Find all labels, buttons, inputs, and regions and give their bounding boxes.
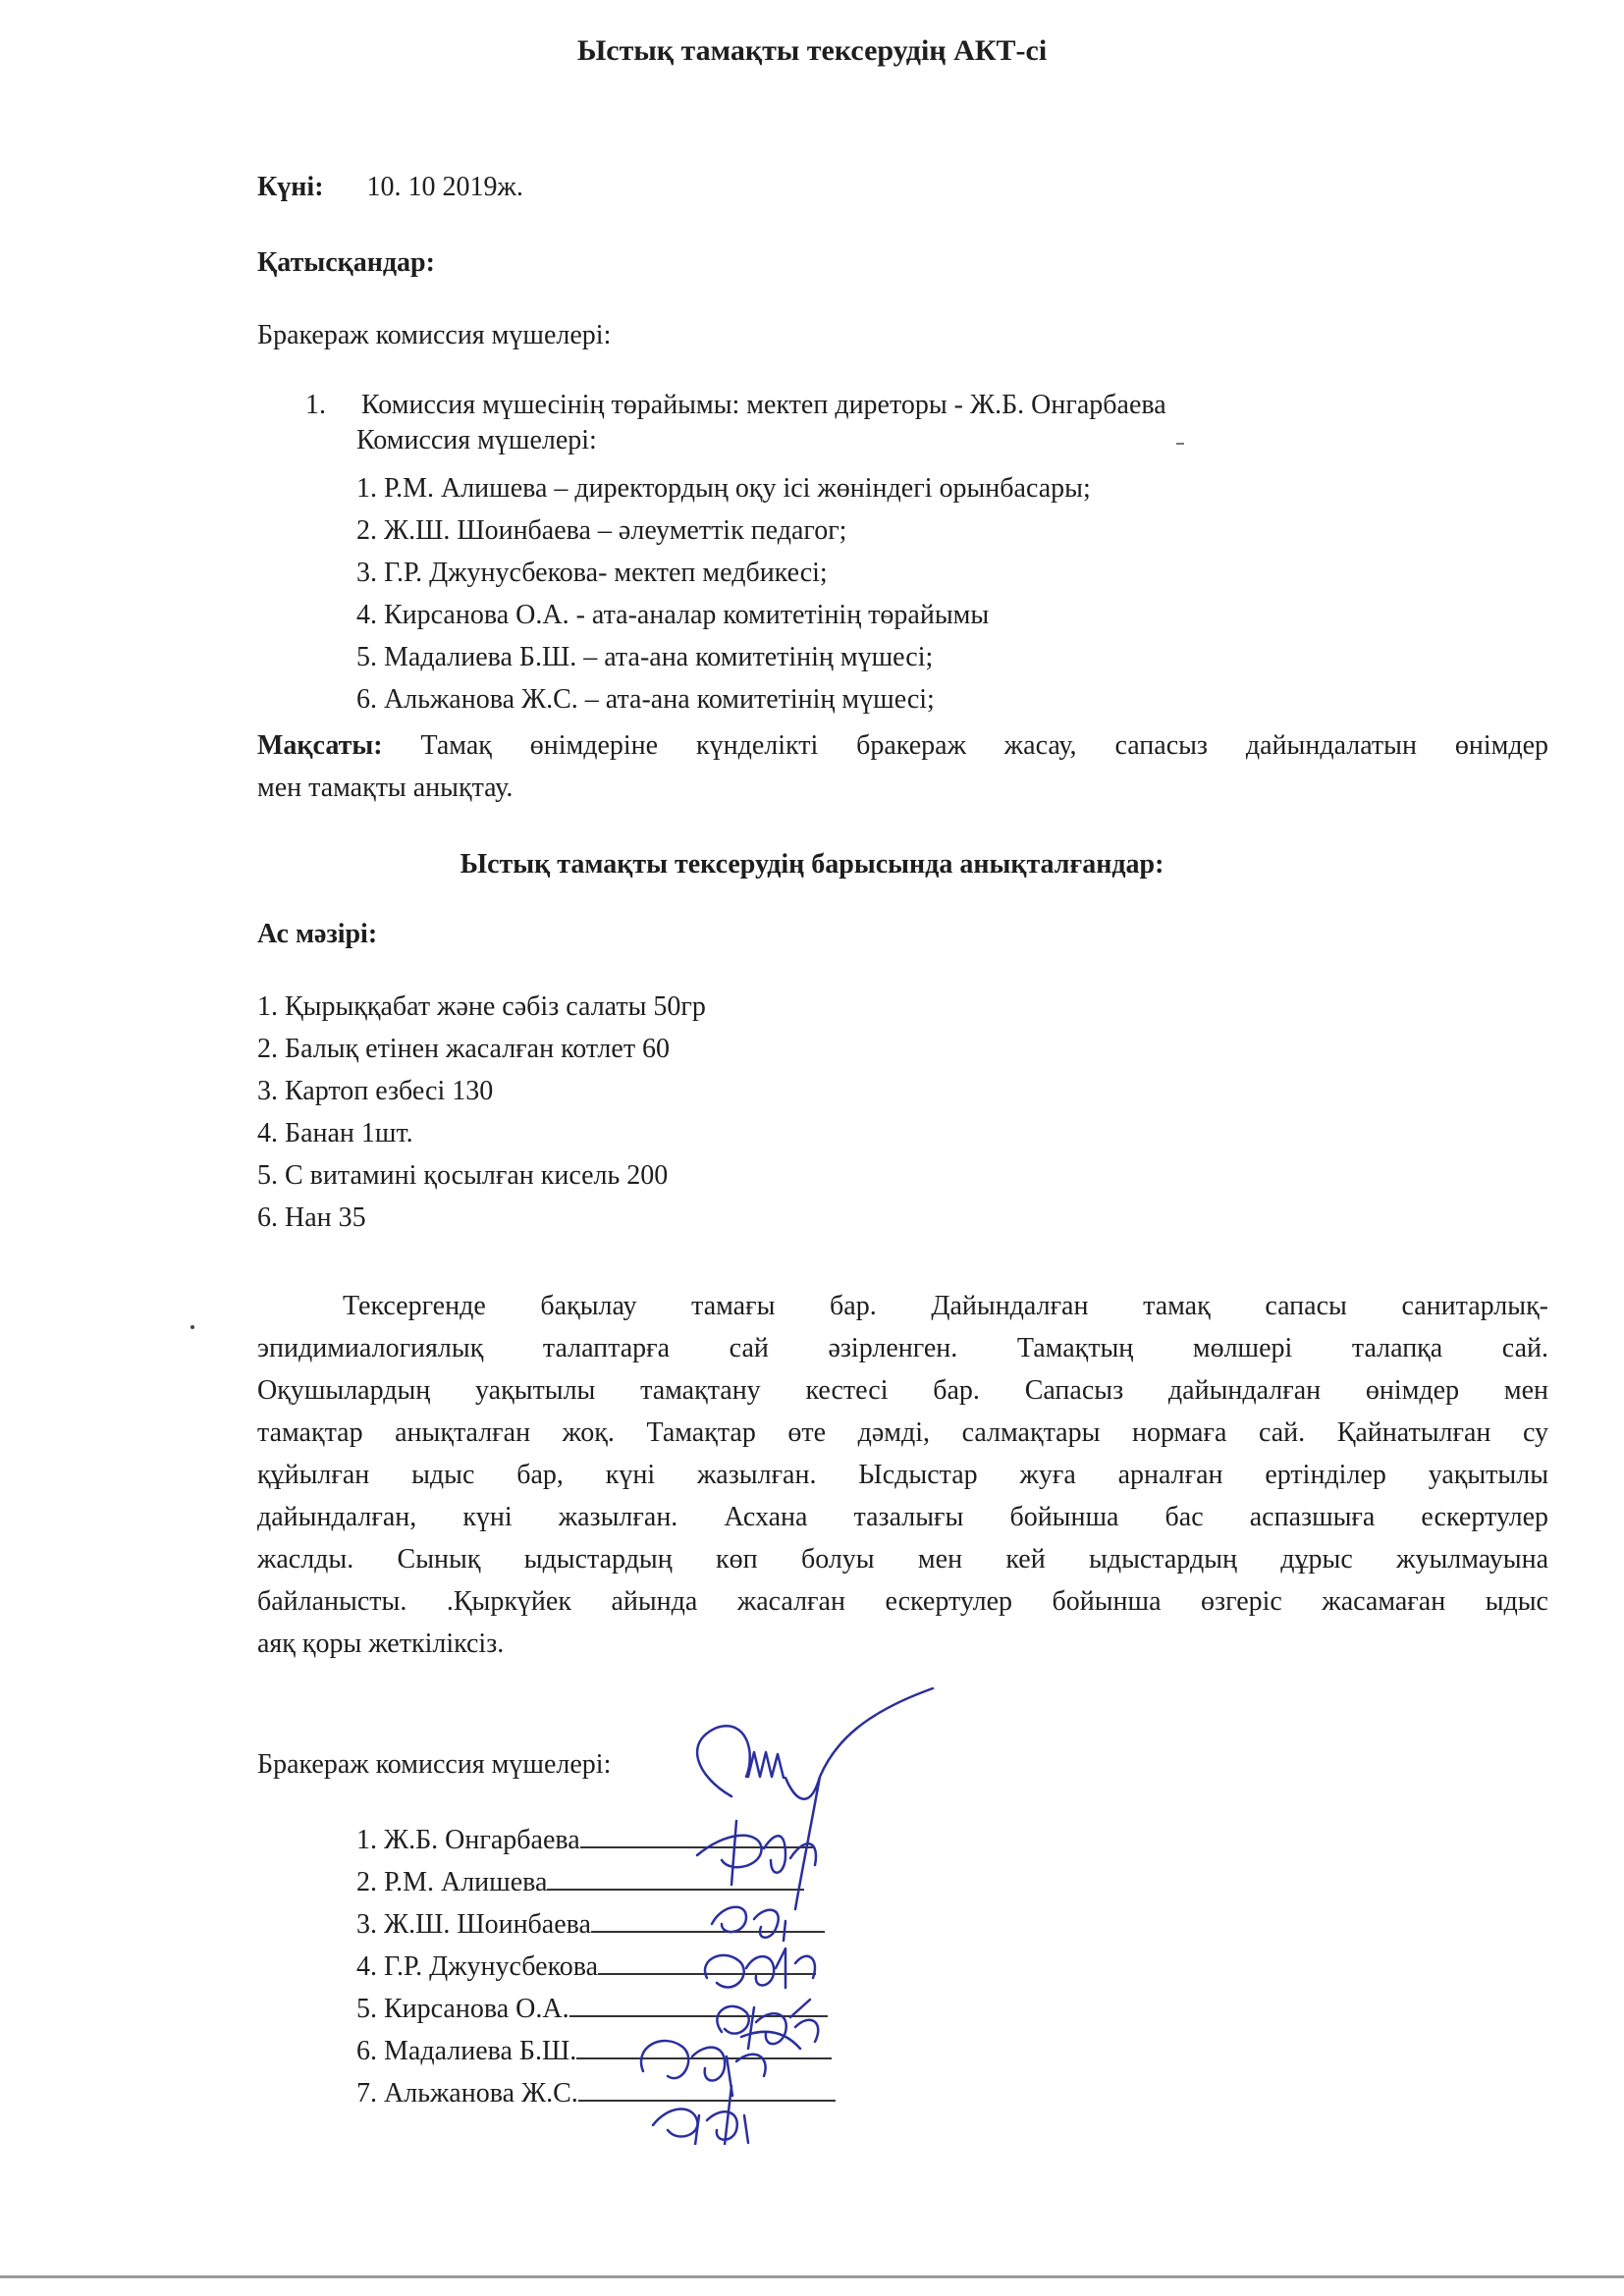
findings-paragraph	[257, 1285, 1548, 1665]
members-label: Комиссия мүшелері:	[356, 425, 597, 455]
signatory-name: 7. Альжанова Ж.С.	[356, 2078, 578, 2109]
commission-label: Бракераж комиссия мүшелері:	[257, 320, 612, 350]
signature-6	[641, 2032, 800, 2096]
paragraph-line: жаслды. Сынық ыдыстардың көп болуы мен кей ыдыстардың дұрыс жуылмауына	[257, 1544, 1548, 1575]
signatory-name: 1. Ж.Б. Онгарбаева	[356, 1825, 580, 1855]
menu-list	[257, 986, 706, 1239]
participants-label: Қатысқандар:	[257, 247, 435, 278]
signatory-name: 5. Кирсанова О.А.	[356, 1994, 569, 2024]
menu-item: 5. С витамині қосылған кисель 200	[257, 1160, 669, 1191]
signature-2	[697, 1821, 816, 1885]
date-row	[257, 166, 523, 208]
signature-7	[653, 2086, 748, 2145]
signatory-name: 2. Р.М. Алишева	[356, 1867, 548, 1897]
paragraph-line: эпидимиалогиялық талаптарға сай әзірленген. Тамақтың мөлшері талапқа сай.	[257, 1333, 1548, 1363]
signature-5	[717, 2000, 818, 2049]
handwritten-signatures	[638, 1683, 1011, 2145]
signatory-name: 6. Мадалиева Б.Ш.	[356, 2036, 577, 2066]
member-item: 2. Ж.Ш. Шоинбаева – әлеуметтік педагог;	[356, 515, 847, 546]
purpose-block	[257, 724, 1548, 809]
paragraph-line: Оқушылардың уақытылы тамақтану кестесі бар. Сапасыз дайындалған өнімдер мен	[257, 1375, 1548, 1406]
scan-speck	[190, 1325, 194, 1329]
menu-label: Ас мәзірі:	[257, 919, 378, 949]
member-item: 6. Альжанова Ж.С. – ата-ана комитетінің мүшесі;	[356, 684, 935, 715]
signature-4	[705, 1949, 815, 1988]
signature-section-label: Бракераж комиссия мүшелері:	[257, 1749, 612, 1780]
chair-text: Комиссия мүшесінің төрайымы: мектеп диреторы - Ж.Б. Онгарбаева	[361, 390, 1166, 420]
members-list	[356, 467, 1091, 721]
document-title: Ыстық тамақты тексерудің АКТ-сі	[576, 34, 1048, 67]
date-label: Күні:	[257, 172, 324, 202]
member-item: 1. Р.М. Алишева – директордың оқу ісі жөніндегі орынбасары;	[356, 473, 1091, 504]
signatory-name: 3. Ж.Ш. Шоинбаева	[356, 1909, 591, 1940]
chair-number: 1.	[305, 390, 326, 420]
menu-item: 4. Банан 1шт.	[257, 1118, 413, 1148]
menu-item: 2. Балық етінен жасалған котлет 60	[257, 1034, 671, 1064]
menu-item: 3. Картоп езбесі 130	[257, 1076, 494, 1106]
menu-item: 6. Нан 35	[257, 1202, 366, 1233]
findings-heading: Ыстық тамақты тексерудің барысында анықталғандар:	[460, 849, 1164, 880]
paragraph-line: тамақтар анықталған жоқ. Тамақтар өте дәмді, салмақтары нормаға сай. Қайнатылған су	[257, 1417, 1548, 1448]
menu-item: 1. Қырыққабат және сәбіз салаты 50гр	[257, 991, 706, 1022]
signature-3	[712, 1907, 785, 1941]
member-item: 5. Мадалиева Б.Ш. – ата-ана комитетінің мүшесі;	[356, 642, 934, 672]
paragraph-line: Тексергенде бақылау тамағы бар. Дайындалған тамақ сапасы санитарлық-	[343, 1291, 1548, 1321]
paragraph-line: дайындалған, күні жазылған. Асхана тазалығы бойынша бас аспазшыға ескертулер	[257, 1502, 1548, 1532]
paragraph-line: байланысты. .Қыркүйек айында жасалған ескертулер бойынша өзгеріс жасамаған ыдыс	[257, 1586, 1548, 1617]
purpose-text-1: Тамақ өнімдеріне күнделікті бракераж жасау, сапасыз дайындалатын өнімдер	[420, 730, 1549, 761]
date-value: 10. 10 2019ж.	[366, 172, 523, 202]
member-item: 4. Кирсанова О.А. - ата-аналар комитетінің төрайымы	[356, 600, 990, 630]
scan-bottom-edge	[0, 2275, 1624, 2278]
paragraph-line: аяқ қоры жеткіліксіз.	[257, 1629, 505, 1659]
purpose-line-2: мен тамақты анықтау.	[257, 773, 514, 803]
paragraph-line: құйылған ыдыс бар, күні жазылған. Ысдыстар жуға арналған ертінділер уақытылы	[257, 1460, 1548, 1490]
scan-mark	[1176, 443, 1184, 445]
purpose-line-1	[257, 724, 1548, 767]
purpose-label: Мақсаты:	[257, 730, 383, 761]
signatory-name: 4. Г.Р. Джунусбекова	[356, 1951, 599, 1982]
member-item: 3. Г.Р. Джунусбекова- мектеп медбикесі;	[356, 558, 828, 588]
